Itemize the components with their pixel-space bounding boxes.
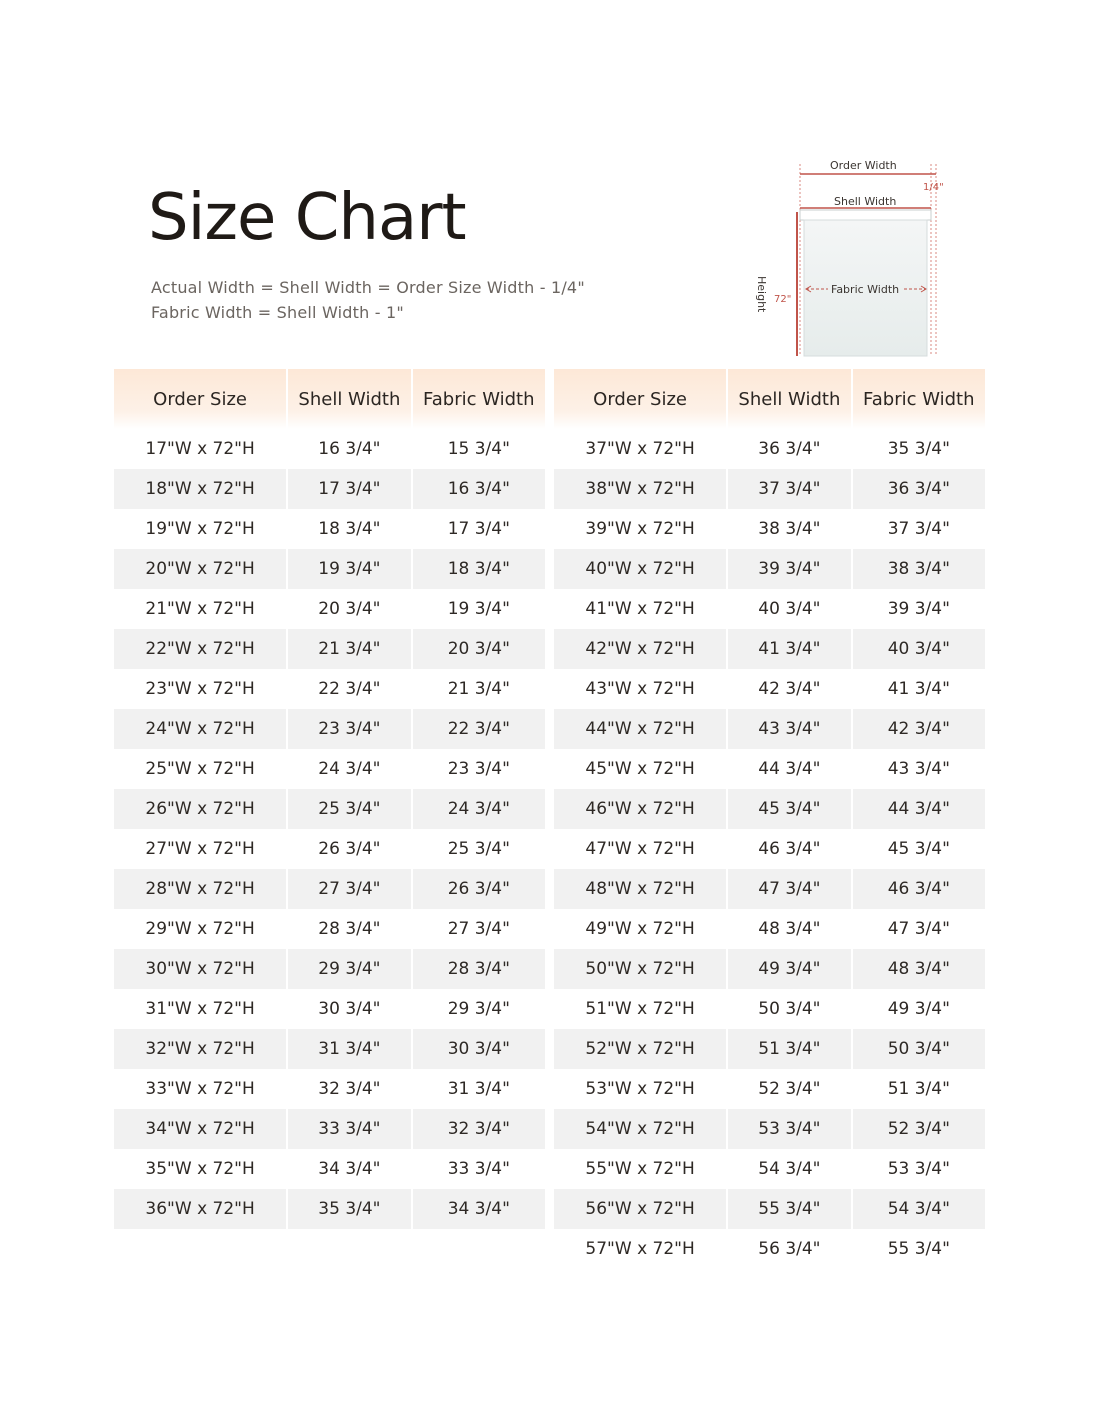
table-row [114,509,545,549]
order-size-cell: 30"W x 72"H [114,949,286,989]
table-row [114,789,545,829]
order-size-cell: 24"W x 72"H [114,709,286,749]
shell-width-cell: 25 3/4" [286,789,410,829]
order-size-cell: 34"W x 72"H [114,1109,286,1149]
table-row [554,909,985,949]
shell-width-cell: 21 3/4" [286,629,410,669]
fabric-width-cell: 48 3/4" [851,949,985,989]
fabric-width-cell: 44 3/4" [851,789,985,829]
fabric-width-cell: 18 3/4" [411,549,545,589]
shell-width-cell: 22 3/4" [286,669,410,709]
fabric-width-cell: 29 3/4" [411,989,545,1029]
shell-width-cell: 44 3/4" [726,749,850,789]
table-row [554,589,985,629]
fabric-width-cell: 36 3/4" [851,469,985,509]
order-width-label: Order Width [830,159,897,172]
table-row [114,869,545,909]
height-label: Height [755,276,768,313]
table-row [554,949,985,989]
order-size-cell: 50"W x 72"H [554,949,726,989]
fabric-width-cell: 25 3/4" [411,829,545,869]
shell-width-cell: 20 3/4" [286,589,410,629]
shell-width-cell: 56 3/4" [726,1229,850,1269]
order-size-cell: 53"W x 72"H [585,1079,695,1099]
table-row [114,829,545,869]
order-size-cell: 54"W x 72"H [554,1109,726,1149]
order-size-cell: 36"W x 72"H [114,1189,286,1229]
fabric-width-cell: 50 3/4" [851,1029,985,1069]
shell-width-cell: 18 3/4" [286,509,410,549]
fabric-width-cell: 54 3/4" [851,1189,985,1229]
shell-width-cell: 33 3/4" [286,1109,410,1149]
fabric-width-cell: 55 3/4" [851,1229,985,1269]
quarter-inch-label: 1/4" [923,182,944,193]
table-body [554,429,985,1269]
shell-width-cell: 31 3/4" [286,1029,410,1069]
shell-width-cell: 16 3/4" [286,429,410,469]
table-row [114,989,545,1029]
shell-width-cell: 51 3/4" [726,1029,850,1069]
shell-width-cell: 24 3/4" [286,749,410,789]
header-order-size: Order Size [153,388,247,410]
table-row [554,469,985,509]
page-title: Size Chart [148,181,466,255]
order-size-cell: 32"W x 72"H [114,1029,286,1069]
order-size-cell: 23"W x 72"H [145,679,255,699]
order-size-cell: 26"W x 72"H [114,789,286,829]
shell-width-cell: 35 3/4" [286,1189,410,1229]
shell-width-cell: 36 3/4" [726,429,850,469]
shell-width-cell: 39 3/4" [726,549,850,589]
fabric-width-cell: 41 3/4" [851,669,985,709]
order-size-cell: 45"W x 72"H [585,759,695,779]
fabric-width-cell: 17 3/4" [411,509,545,549]
fabric-width-cell: 39 3/4" [851,589,985,629]
table-row [554,629,985,669]
order-size-cell: 37"W x 72"H [585,439,695,459]
shell-width-cell: 32 3/4" [286,1069,410,1109]
table-row [554,989,985,1029]
table-header [114,369,545,429]
fabric-width-cell: 30 3/4" [411,1029,545,1069]
shell-width-cell: 41 3/4" [726,629,850,669]
fabric-width-cell: 27 3/4" [411,909,545,949]
shell-width-cell: 50 3/4" [726,989,850,1029]
fabric-width-cell: 16 3/4" [411,469,545,509]
table-row [114,589,545,629]
fabric-width-cell: 23 3/4" [411,749,545,789]
order-size-cell: 20"W x 72"H [114,549,286,589]
table-row [554,789,985,829]
table-row [114,709,545,749]
fabric-width-cell: 31 3/4" [411,1069,545,1109]
table-row [114,1109,545,1149]
fabric-width-cell: 43 3/4" [851,749,985,789]
table-row [114,629,545,669]
fabric-width-cell: 46 3/4" [851,869,985,909]
order-size-cell: 42"W x 72"H [554,629,726,669]
order-size-cell: 47"W x 72"H [585,839,695,859]
fabric-width-cell: 28 3/4" [411,949,545,989]
shell-width-cell: 26 3/4" [286,829,410,869]
order-size-cell: 17"W x 72"H [145,439,255,459]
shell-width-cell: 55 3/4" [726,1189,850,1229]
table-row [554,1029,985,1069]
table-row [554,1109,985,1149]
fabric-width-cell: 22 3/4" [411,709,545,749]
table-header [554,369,985,429]
shell-width-cell: 48 3/4" [726,909,850,949]
header-fabric-width: Fabric Width [411,369,545,429]
table-row [554,1069,985,1109]
order-size-cell: 28"W x 72"H [114,869,286,909]
fabric-width-cell: 32 3/4" [411,1109,545,1149]
table-body [114,429,545,1229]
order-size-cell: 31"W x 72"H [145,999,255,1019]
fabric-width-cell: 19 3/4" [411,589,545,629]
fabric-width-cell: 38 3/4" [851,549,985,589]
fabric-width-cell: 37 3/4" [851,509,985,549]
order-size-cell: 22"W x 72"H [114,629,286,669]
order-size-cell: 29"W x 72"H [145,919,255,939]
table-row [114,669,545,709]
order-size-cell: 51"W x 72"H [585,999,695,1019]
table-row [554,829,985,869]
table-row [554,429,985,469]
shell-width-cell: 29 3/4" [286,949,410,989]
table-row [554,869,985,909]
table-row [114,549,545,589]
order-size-cell: 57"W x 72"H [585,1239,695,1259]
shell-width-cell: 17 3/4" [286,469,410,509]
header-shell-width: Shell Width [286,369,410,429]
order-size-cell: 25"W x 72"H [145,759,255,779]
order-size-cell: 43"W x 72"H [585,679,695,699]
shell-width-cell: 54 3/4" [726,1149,850,1189]
table-row [114,909,545,949]
table-row [554,1149,985,1189]
fabric-width-cell: 33 3/4" [411,1149,545,1189]
order-size-cell: 44"W x 72"H [554,709,726,749]
fabric-width-cell: 15 3/4" [411,429,545,469]
header-shell-width: Shell Width [726,369,850,429]
fabric-width-label: Fabric Width [831,283,900,296]
fabric-width-cell: 53 3/4" [851,1149,985,1189]
table-row [554,1189,985,1229]
shell-width-cell: 42 3/4" [726,669,850,709]
shell-width-cell: 30 3/4" [286,989,410,1029]
fabric-width-cell: 42 3/4" [851,709,985,749]
table-row [114,1069,545,1109]
shell-width-cell: 40 3/4" [726,589,850,629]
shell-width-cell: 45 3/4" [726,789,850,829]
order-size-cell: 21"W x 72"H [145,599,255,619]
shell-width-cell: 53 3/4" [726,1109,850,1149]
fabric-width-cell: 49 3/4" [851,989,985,1029]
table-row [554,509,985,549]
order-size-cell: 56"W x 72"H [554,1189,726,1229]
shell-width-cell: 38 3/4" [726,509,850,549]
fabric-width-cell: 52 3/4" [851,1109,985,1149]
size-table-left [114,369,545,1229]
fabric-width-cell: 20 3/4" [411,629,545,669]
order-size-cell: 55"W x 72"H [585,1159,695,1179]
order-size-cell: 40"W x 72"H [554,549,726,589]
table-row [114,1149,545,1189]
table-row [554,749,985,789]
fabric-width-cell: 45 3/4" [851,829,985,869]
fabric-width-cell: 51 3/4" [851,1069,985,1109]
order-size-cell: 48"W x 72"H [554,869,726,909]
shell-width-cell: 37 3/4" [726,469,850,509]
order-size-cell: 52"W x 72"H [554,1029,726,1069]
order-size-cell: 19"W x 72"H [145,519,255,539]
shell-width-cell: 52 3/4" [726,1069,850,1109]
table-row [114,749,545,789]
height-value-label: 72" [774,294,792,305]
table-row [114,949,545,989]
fabric-width-cell: 47 3/4" [851,909,985,949]
fabric-width-cell: 35 3/4" [851,429,985,469]
header-order-size: Order Size [593,388,687,410]
shell-width-cell: 27 3/4" [286,869,410,909]
table-row [114,429,545,469]
shell-width-cell: 19 3/4" [286,549,410,589]
order-size-cell: 41"W x 72"H [585,599,695,619]
shell-width-cell: 43 3/4" [726,709,850,749]
header-fabric-width: Fabric Width [851,369,985,429]
table-row [114,1189,545,1229]
shell-width-label: Shell Width [834,195,897,208]
size-table-right [554,369,985,1269]
order-size-cell: 27"W x 72"H [145,839,255,859]
table-row [554,709,985,749]
order-size-cell: 33"W x 72"H [145,1079,255,1099]
formula-actual-width: Actual Width = Shell Width = Order Size Width - 1/4" [151,278,585,297]
fabric-width-cell: 24 3/4" [411,789,545,829]
table-row [554,1229,985,1269]
fabric-width-cell: 26 3/4" [411,869,545,909]
fabric-width-cell: 21 3/4" [411,669,545,709]
order-size-cell: 35"W x 72"H [145,1159,255,1179]
shell-width-cell: 23 3/4" [286,709,410,749]
table-row [554,549,985,589]
formula-fabric-width: Fabric Width = Shell Width - 1" [151,303,404,322]
order-size-cell: 38"W x 72"H [554,469,726,509]
order-size-cell: 39"W x 72"H [585,519,695,539]
measurement-diagram [755,156,950,362]
table-row [114,469,545,509]
shell-width-cell: 34 3/4" [286,1149,410,1189]
shell-width-cell: 46 3/4" [726,829,850,869]
table-row [114,1029,545,1069]
fabric-width-cell: 34 3/4" [411,1189,545,1229]
order-size-cell: 49"W x 72"H [585,919,695,939]
table-row [554,669,985,709]
order-size-cell: 46"W x 72"H [554,789,726,829]
shell-width-cell: 28 3/4" [286,909,410,949]
shell-width-cell: 47 3/4" [726,869,850,909]
shell-width-cell: 49 3/4" [726,949,850,989]
fabric-width-cell: 40 3/4" [851,629,985,669]
order-size-cell: 18"W x 72"H [114,469,286,509]
